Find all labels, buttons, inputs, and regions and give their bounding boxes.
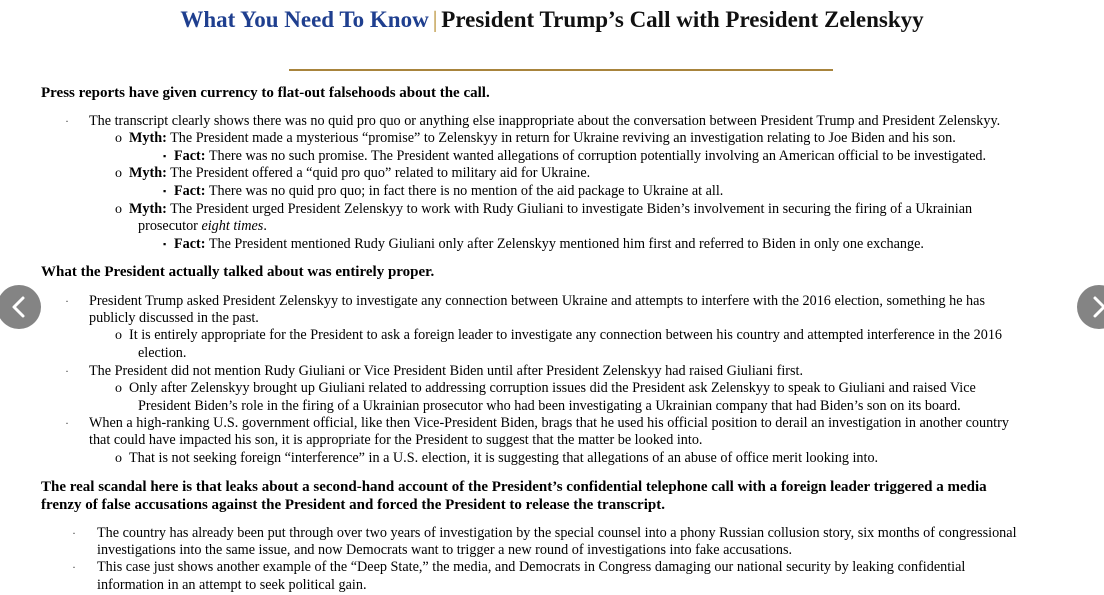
section3-heading-line1: The real scandal here is that leaks about a second-hand account of the President’s confidential telephone call with a foreign leader triggered a media bbox=[41, 479, 987, 495]
section2-heading: What the President actually talked about was entirely proper. bbox=[41, 264, 435, 280]
s1-myth3-line2 bbox=[138, 218, 267, 235]
fact-label: Fact: bbox=[174, 183, 206, 199]
bullet-square: ▪ bbox=[163, 186, 167, 196]
s2-b2s-line2: President Biden’s role in the firing of a Ukrainian prosecutor who had been investigating a Ukrainian company that had Biden’s son on its board. bbox=[138, 398, 961, 414]
s2-b3-line1: When a high-ranking U.S. government official, like then Vice-President Biden, brags that he used his official position to derail an investigation in another country bbox=[89, 415, 1009, 431]
bullet-circle: o bbox=[115, 131, 122, 146]
s3-b1-line2: investigations into the same issue, and now Democrats want to trigger a new round of investigations into fake accusations. bbox=[97, 542, 793, 558]
s2-b2: The President did not mention Rudy Giuliani or Vice President Biden until after President Zelenskyy had raised Giuliani first. bbox=[89, 363, 804, 379]
bullet-dot: · bbox=[72, 560, 76, 574]
s2-b1-line2: publicly discussed in the past. bbox=[89, 310, 259, 326]
myth-label: Myth: bbox=[129, 130, 167, 146]
s2-b3-line2: that could have impacted his son, it is appropriate for the President to suggest that the matter be looked into. bbox=[89, 432, 703, 448]
fact-label: Fact: bbox=[174, 236, 206, 252]
s1-fact3 bbox=[174, 236, 924, 253]
s1-myth2 bbox=[129, 165, 590, 182]
bullet-dot: · bbox=[65, 294, 69, 308]
title-separator: | bbox=[432, 7, 438, 32]
s1-myth1 bbox=[129, 130, 956, 147]
bullet-circle: o bbox=[115, 166, 122, 181]
fact1-text: There was no such promise. The President wanted allegations of corruption potentially involving an American official to be investigated. bbox=[208, 148, 987, 164]
title-divider bbox=[289, 69, 833, 71]
bullet-dot: · bbox=[65, 416, 69, 430]
s2-b3s: That is not seeking foreign “interference” in a U.S. election, it is suggesting that allegations of an abuse of office merit looking into. bbox=[129, 450, 879, 466]
previous-slide-button[interactable] bbox=[0, 285, 41, 329]
bullet-circle: o bbox=[115, 381, 122, 396]
myth1-text: The President made a mysterious “promise” to Zelenskyy in return for Ukraine reviving an investigation relating to Joe Biden and his son. bbox=[170, 130, 956, 146]
bullet-circle: o bbox=[115, 451, 122, 466]
s1-fact1 bbox=[174, 148, 986, 165]
title-left: What You Need To Know bbox=[180, 7, 429, 32]
title-right: President Trump’s Call with President Zelenskyy bbox=[441, 7, 924, 32]
chevron-right-icon bbox=[1089, 295, 1104, 319]
myth-label: Myth: bbox=[129, 201, 167, 217]
bullet-circle: o bbox=[115, 328, 122, 343]
bullet-square: ▪ bbox=[163, 151, 167, 161]
bullet-circle: o bbox=[115, 202, 122, 217]
myth-label: Myth: bbox=[129, 165, 167, 181]
s2-b1-line1: President Trump asked President Zelenskyy to investigate any connection between Ukraine and attempts to interfere with the 2016 election, something he has bbox=[89, 293, 985, 309]
s1-myth3-line1 bbox=[129, 201, 972, 218]
s3-b1-line1: The country has already been put through over two years of investigation by the special counsel into a phony Russian collusion story, six months of congressional bbox=[97, 525, 1017, 541]
bullet-dot: · bbox=[72, 526, 76, 540]
myth3-text: The President urged President Zelenskyy to work with Rudy Giuliani to investigate Biden’s involvement in securing the firing of a Ukrainian bbox=[170, 201, 973, 217]
s2-b2s-line1: Only after Zelenskyy brought up Giuliani related to addressing corruption issues did the President ask Zelenskyy to speak to Giuliani and raised Vice bbox=[129, 380, 976, 396]
s3-b2-line2: information in an attempt to seek political gain. bbox=[97, 577, 367, 593]
s2-b1s-line2: election. bbox=[138, 345, 187, 361]
chevron-left-icon bbox=[9, 295, 29, 319]
next-slide-button[interactable] bbox=[1077, 285, 1104, 329]
s2-b1s-line1: It is entirely appropriate for the President to ask a foreign leader to investigate any connection between his country and attempted interference in the 2016 bbox=[129, 327, 1003, 343]
s1-fact2 bbox=[174, 183, 723, 200]
section3-heading-line2: frenzy of false accusations against the President and forced the President to release the transcript. bbox=[41, 497, 665, 513]
s3-b2-line1: This case just shows another example of the “Deep State,” the media, and Democrats in Congress damaging our national security by leaking confidential bbox=[97, 559, 966, 575]
fact2-text: There was no quid pro quo; in fact there is no mention of the aid package to Ukraine at all. bbox=[208, 183, 724, 199]
s1-bullet1: The transcript clearly shows there was no quid pro quo or anything else inappropriate about the conversation between President Trump and President Zelenskyy. bbox=[89, 113, 1001, 129]
myth3-line2-c: . bbox=[263, 218, 267, 234]
fact-label: Fact: bbox=[174, 148, 206, 164]
section1-heading: Press reports have given currency to flat-out falsehoods about the call. bbox=[41, 85, 490, 101]
bullet-dot: · bbox=[65, 364, 69, 378]
bullet-dot: · bbox=[65, 114, 69, 128]
page-title bbox=[0, 7, 1104, 33]
myth3-emphasis: eight times bbox=[201, 218, 264, 234]
myth3-line2-a: prosecutor bbox=[138, 218, 202, 234]
bullet-square: ▪ bbox=[163, 239, 167, 249]
myth2-text: The President offered a “quid pro quo” related to military aid for Ukraine. bbox=[170, 165, 591, 181]
fact3-text: The President mentioned Rudy Giuliani only after Zelenskyy mentioned him first and referred to Biden in only one exchange. bbox=[208, 236, 924, 252]
